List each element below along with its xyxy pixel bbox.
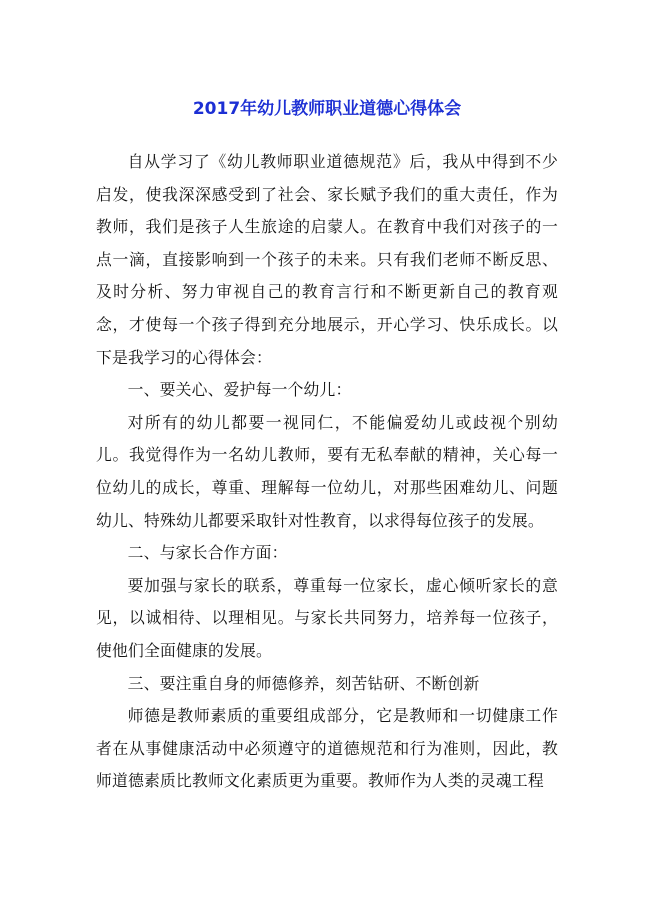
- section-1-paragraph: 对所有的幼儿都要一视同仁，不能偏爱幼儿或歧视个别幼儿。我觉得作为一名幼儿教师，要有无私奉献的精神，关心每一位幼儿的成长，尊重、理解每一位幼儿，对那些困难幼儿、问题幼儿、特殊幼儿都要采取针对性教育，以求得每位孩子的发展。: [96, 412, 558, 530]
- document-body: [96, 146, 558, 798]
- section-2-paragraph: 要加强与家长的联系，尊重每一位家长，虚心倾听家长的意见，以诚相待、以理相见。与家长共同努力，培养每一位孩子，使他们全面健康的发展。: [96, 575, 558, 660]
- document-page: [96, 0, 558, 920]
- document-title: 2017年幼儿教师职业道德心得体会: [192, 99, 462, 119]
- section-heading-2: 二、与家长合作方面：: [127, 543, 288, 563]
- section-3-paragraph: 师德是教师素质的重要组成部分，它是教师和一切健康工作者在从事健康活动中必须遵守的道德规范和行为准则，因此，教师道德素质比教师文化素质更为重要。教师作为人类的灵魂工程: [96, 706, 558, 791]
- section-heading-1: 一、要关心、爱护每一个幼儿：: [127, 380, 352, 400]
- intro-paragraph: 自从学习了《幼儿教师职业道德规范》后，我从中得到不少启发，使我深深感受到了社会、家长赋予我们的重大责任，作为教师，我们是孩子人生旅途的启蒙人。在教育中我们对孩子的一点一滴，直接影响到一个孩子的未来。只有我们老师不断反思、及时分析、努力审视自己的教育言行和不断更新自己的教育观念，才使每一个孩子得到充分地展示，开心学习、快乐成长。以下是我学习的心得体会：: [96, 152, 558, 367]
- section-heading-3: 三、要注重自身的师德修养，刻苦钻研、不断创新: [127, 673, 480, 693]
